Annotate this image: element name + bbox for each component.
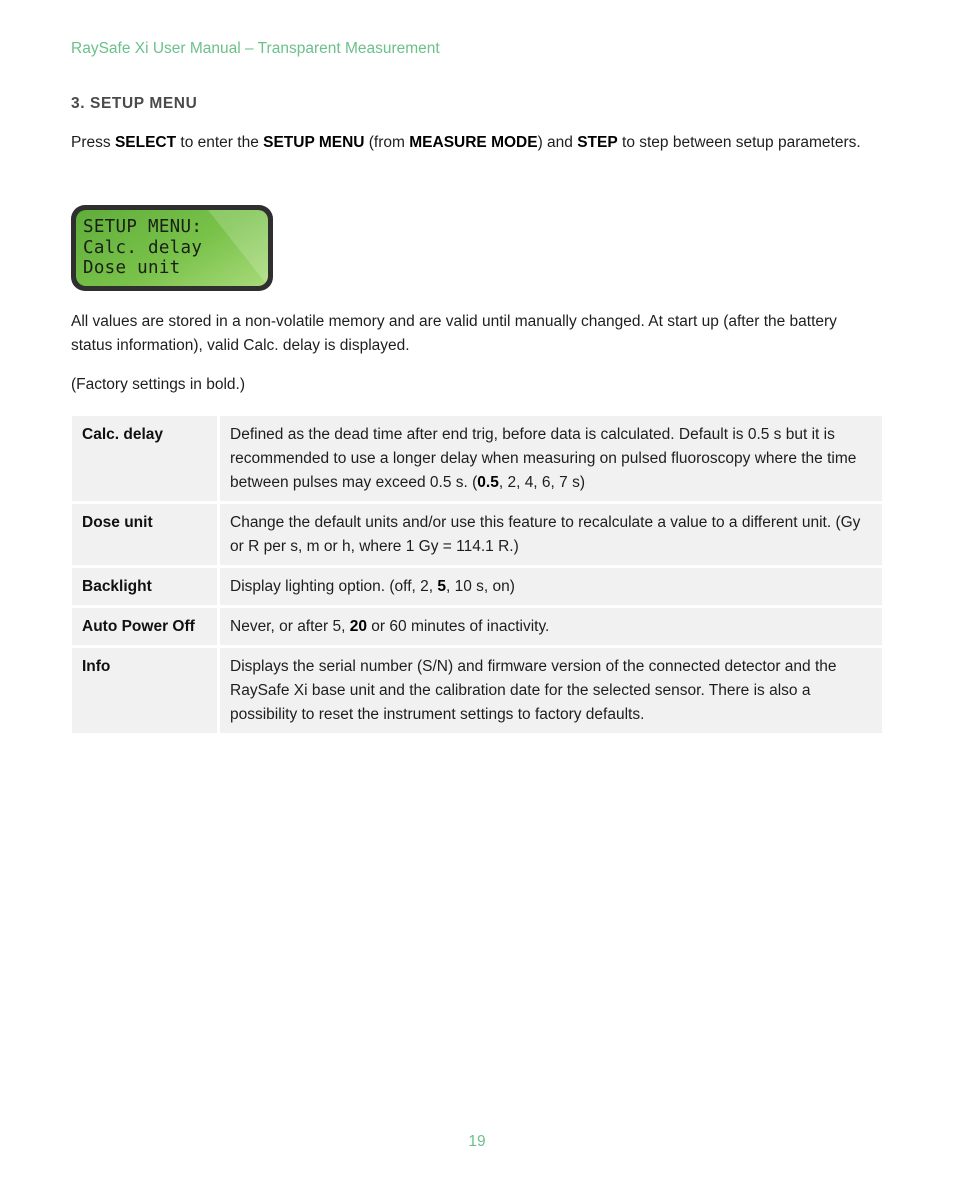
lcd-line-3: Dose unit [83,258,181,278]
lcd-line-2: Calc. delay [83,237,203,258]
table-row [72,648,882,736]
parameter-description [220,416,882,504]
page-number: 19 [468,1133,486,1150]
measure-mode-label: MEASURE MODE [409,134,538,151]
running-header: RaySafe Xi User Manual – Transparent Measurement [71,40,440,57]
intro-text-5: to step between setup parameters. [617,134,861,151]
lcd-display [71,205,273,291]
lcd-screen [76,210,268,286]
intro-text-4: ) and [537,134,578,151]
factory-default-value: 5 [437,578,446,595]
step-key-label: STEP [577,134,618,151]
intro-text-3: (from [364,134,410,151]
table-row [72,568,882,608]
table-row [72,504,882,568]
section-heading: 3. SETUP MENU [71,95,198,112]
parameter-description [220,608,882,648]
storage-paragraph: All values are stored in a non-volatile memory and are valid until manually changed. At start up (after the battery status information), valid Calc. delay is displayed. [71,313,837,354]
setup-menu-label: SETUP MENU [263,134,365,151]
table-row [72,608,882,648]
factory-default-value: 0.5 [477,474,499,491]
description-text: Change the default units and/or use this feature to recalculate a value to a different unit. (Gy or R per s, m or h, where 1 Gy = 114.1 R.) [230,514,861,555]
description-text: , 10 s, on) [445,578,515,595]
parameter-name: Info [72,648,220,736]
parameter-name: Calc. delay [72,416,220,504]
factory-note: (Factory settings in bold.) [71,376,246,393]
parameter-description [220,568,882,608]
parameter-description [220,504,882,568]
description-text: , 2, 4, 6, 7 s) [498,474,585,491]
select-key-label: SELECT [114,134,177,151]
table-row [72,416,882,504]
description-text: Display lighting option. (off, 2, [230,578,438,595]
parameter-name: Dose unit [72,504,220,568]
intro-paragraph [71,131,861,155]
setup-parameters-table [72,416,882,736]
factory-default-value: 20 [349,618,367,635]
parameter-name: Backlight [72,568,220,608]
intro-text-2: to enter the [176,134,264,151]
description-text: Never, or after 5, [230,618,350,635]
lcd-line-1: SETUP MENU: [83,217,203,237]
description-text: or 60 minutes of inactivity. [367,618,550,635]
intro-text-1: Press [71,134,115,151]
parameter-name: Auto Power Off [72,608,220,648]
parameter-description [220,648,882,736]
description-text: Defined as the dead time after end trig, before data is calculated. Default is 0.5 s but it is recommended to use a longer delay when measuring on pulsed fluoroscopy where the time between pulses may exceed 0.5 s. ( [230,426,857,491]
description-text: Displays the serial number (S/N) and firmware version of the connected detector and the RaySafe Xi base unit and the calibration date for the selected sensor. There is also a possibility to reset the instrument settings to factory defaults. [230,658,837,723]
